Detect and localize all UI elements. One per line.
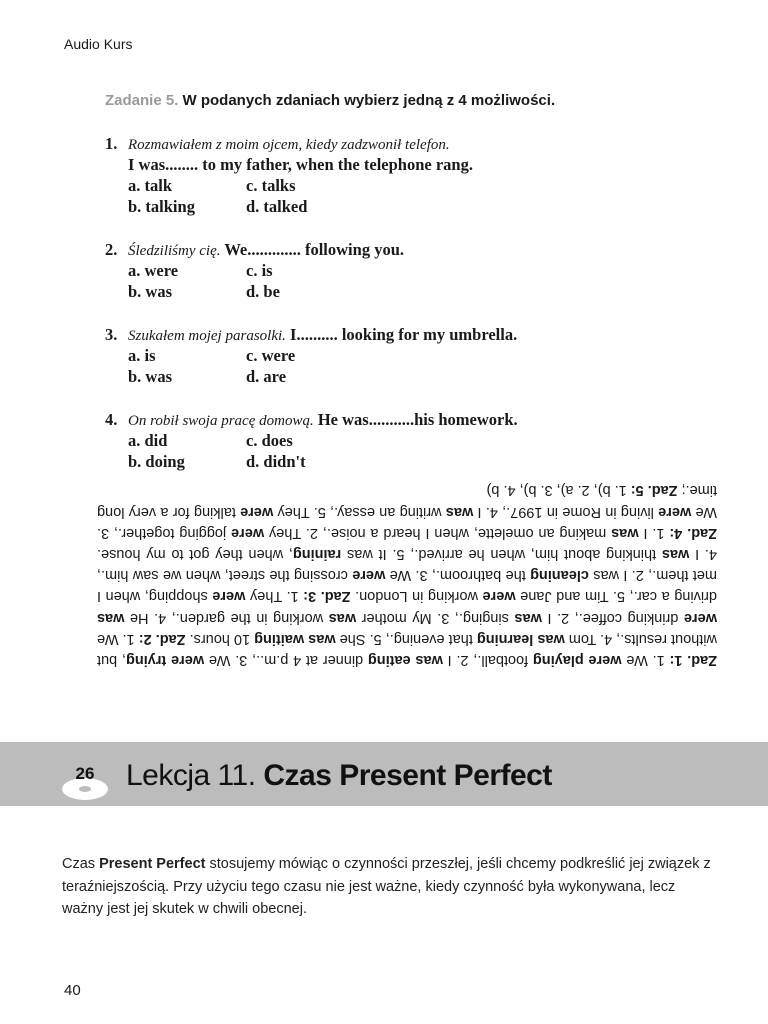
answer-text: drinking coffee., 2. I bbox=[541, 609, 684, 626]
polish-sentence: On robił swoja pracę domową. bbox=[128, 413, 314, 429]
answer-text: 1. They bbox=[245, 588, 304, 605]
english-sentence: I.......... looking for my umbrella. bbox=[290, 325, 518, 344]
answer-text: , when they got to my house. bbox=[97, 545, 293, 562]
option-b: b. was bbox=[128, 367, 173, 386]
answer-bold: raining bbox=[292, 545, 342, 562]
question-4 bbox=[105, 409, 705, 472]
answer-text: crossing the street, when we saw him., 4. I bbox=[97, 545, 717, 584]
option-a: a. talk bbox=[128, 176, 173, 195]
answer-bold: was learning bbox=[476, 630, 565, 647]
answer-bold: cleaning bbox=[530, 567, 589, 584]
answer-text: that evening., 5. She bbox=[335, 630, 477, 647]
cd-hole bbox=[79, 786, 91, 792]
answer-bold: were bbox=[240, 503, 274, 520]
question-number: 4. bbox=[105, 410, 118, 429]
answer-text: thinking about him, when he arrived., 5. It was bbox=[341, 545, 662, 562]
intro-term: Present Perfect bbox=[99, 856, 206, 872]
answer-bold: was bbox=[445, 503, 474, 520]
task-heading bbox=[105, 92, 555, 109]
question-number: 3. bbox=[105, 325, 118, 344]
answer-label: Zad. 4: bbox=[669, 524, 717, 541]
answer-bold: were bbox=[482, 588, 516, 605]
page-number: 40 bbox=[64, 982, 81, 999]
lesson-prefix: Lekcja 11. bbox=[126, 759, 264, 792]
answer-text: working in the garden., 4. He bbox=[124, 609, 329, 626]
answer-text: the bathroom., 3. We bbox=[385, 567, 531, 584]
answer-bold: was bbox=[328, 609, 357, 626]
answer-bold: were bbox=[352, 567, 386, 584]
answer-label: Zad. 5: bbox=[630, 482, 678, 499]
answer-bold: were playing bbox=[532, 652, 622, 668]
english-sentence: We............. following you. bbox=[224, 240, 404, 259]
answer-text: shopping, when I met them., 2. I was bbox=[96, 567, 717, 605]
option-c: c. does bbox=[246, 431, 293, 450]
answer-bold: was bbox=[661, 545, 690, 562]
option-a: a. did bbox=[128, 431, 168, 450]
answer-text: driving a car., 5. Tim and Jane bbox=[515, 588, 717, 605]
question-1 bbox=[105, 133, 705, 217]
english-sentence: He was...........his homework. bbox=[317, 410, 518, 429]
answer-key-upside-down bbox=[96, 482, 717, 670]
answer-text: singing., 3. My mother bbox=[356, 609, 515, 626]
answer-text: talking for a very long time.; bbox=[97, 482, 717, 520]
lesson-topic: Czas Present Perfect bbox=[263, 759, 552, 792]
option-b: b. doing bbox=[128, 452, 185, 471]
option-c: c. is bbox=[246, 261, 273, 280]
option-d: d. talked bbox=[246, 197, 308, 216]
answer-text: 1. We bbox=[97, 630, 139, 647]
answer-text: , but without results., 4. Tom bbox=[97, 630, 717, 668]
answer-bold: was bbox=[97, 609, 125, 626]
answer-bold: were bbox=[231, 524, 265, 541]
answer-bold: were bbox=[683, 609, 717, 626]
polish-sentence: Śledziliśmy cię. bbox=[128, 243, 221, 259]
answer-label: Zad. 3: bbox=[303, 588, 351, 605]
answer-text: dinner at 4 p.m.., 3. We bbox=[204, 652, 368, 668]
task-label: Zadanie 5. bbox=[105, 92, 179, 109]
intro-text: stosujemy mówiąc o czynności przeszłej, jeśli chcemy podkreślić jej związek z teraźniejszością. Przy użyciu tego czasu nie jest ważne, kiedy czynność była wykonywana, lecz ważny jest jej skutek w chwili obecnej. bbox=[62, 856, 711, 917]
answer-text: football., 2. I bbox=[442, 652, 533, 668]
answer-text: jogging together., 3. We bbox=[97, 503, 717, 541]
answer-label: Zad. 2: bbox=[138, 630, 186, 647]
polish-sentence: Szukałem mojej parasolki. bbox=[128, 328, 286, 344]
answer-text: working in London. bbox=[355, 588, 483, 605]
option-a: a. were bbox=[128, 261, 179, 280]
cd-track-badge bbox=[62, 764, 108, 802]
answer-text: 1. b), 2. a), 3. b), 4. b) bbox=[486, 482, 631, 499]
answer-bold: were trying bbox=[125, 652, 205, 668]
intro-text: Czas bbox=[62, 856, 100, 872]
answer-bold: was eating bbox=[367, 652, 443, 668]
option-c: c. were bbox=[246, 346, 296, 365]
option-b: b. was bbox=[128, 282, 173, 301]
option-a: a. is bbox=[128, 346, 156, 365]
answer-bold: was bbox=[514, 609, 542, 626]
answer-bold: were bbox=[212, 588, 246, 605]
option-d: d. didn't bbox=[246, 452, 306, 471]
lesson-title bbox=[126, 759, 552, 793]
answer-bold: was bbox=[611, 524, 639, 541]
answer-bold: were bbox=[658, 503, 692, 520]
answer-label: Zad. 1: bbox=[669, 652, 717, 668]
option-c: c. talks bbox=[246, 176, 296, 195]
question-2 bbox=[105, 239, 705, 302]
answer-text: 10 hours. bbox=[189, 630, 255, 647]
question-3 bbox=[105, 324, 705, 387]
english-sentence: I was........ to my father, when the telephone rang. bbox=[128, 155, 473, 174]
answer-bold: was waiting bbox=[254, 630, 336, 647]
answer-text: living in Rome in 1997., 4. I bbox=[473, 503, 659, 520]
cd-track-number: 26 bbox=[75, 764, 95, 783]
answer-text: making an omelette, when I heard a noise., 2. They bbox=[264, 524, 612, 541]
polish-sentence: Rozmawiałem z moim ojcem, kiedy zadzwonił telefon. bbox=[128, 137, 450, 153]
intro-paragraph bbox=[62, 853, 712, 921]
option-d: d. be bbox=[246, 282, 280, 301]
running-header: Audio Kurs bbox=[64, 36, 133, 52]
answer-text: writing an essay., 5. They bbox=[273, 503, 446, 520]
question-number: 1. bbox=[105, 134, 118, 153]
option-d: d. are bbox=[246, 367, 287, 386]
task-instruction: W podanych zdaniach wybierz jedną z 4 możliwości. bbox=[182, 92, 556, 109]
answer-text: 1. I bbox=[638, 524, 670, 541]
option-b: b. talking bbox=[128, 197, 195, 216]
answer-text: 1. We bbox=[621, 652, 670, 668]
question-number: 2. bbox=[105, 240, 118, 259]
